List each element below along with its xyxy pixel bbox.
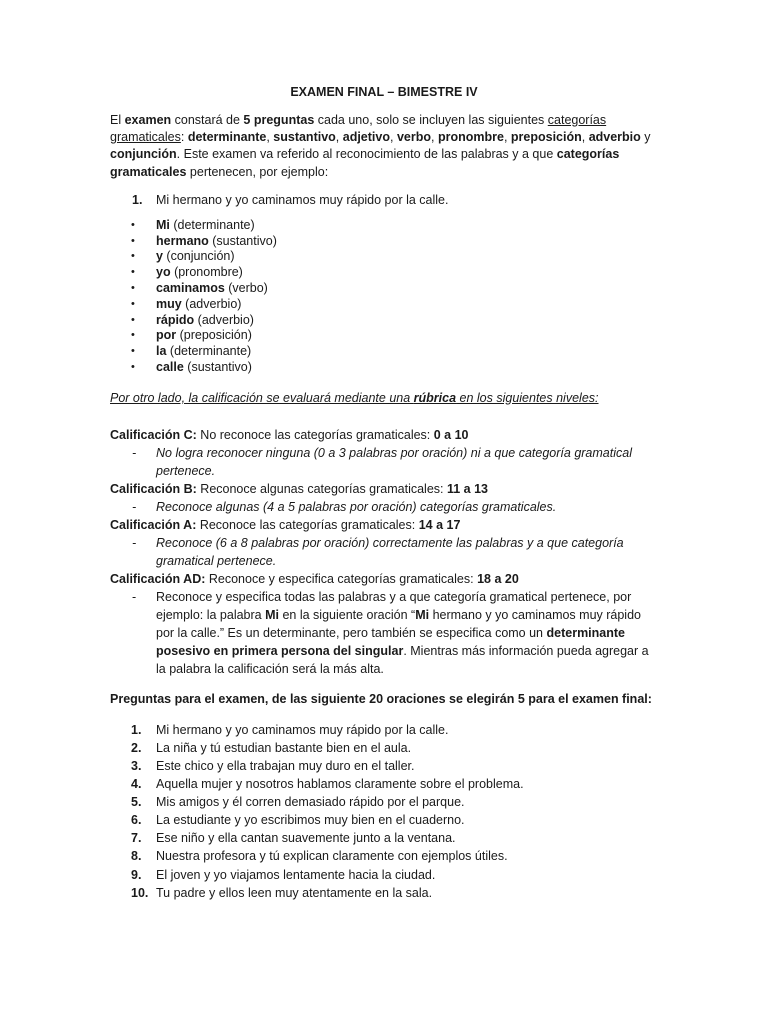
list-item (110, 297, 658, 313)
list-item (110, 328, 658, 344)
category-term: adjetivo (342, 130, 390, 145)
list-item (110, 234, 658, 250)
grade-description-text: Reconoce y especifica todas las palabras y a que categoría gramatical pertenece, por ejemplo: la palabra (156, 589, 632, 622)
word: por (156, 328, 177, 343)
grade-description-text: Reconoce (6 a 8 palabras por oración) correctamente las palabras y a que categoría gramatical pertenece. (156, 535, 624, 568)
bullet-icon: • (131, 234, 135, 247)
grade-text: Reconoce algunas categorías gramaticales: (196, 481, 447, 496)
list-number: 1. (131, 722, 142, 737)
list-item (110, 360, 658, 376)
word: y (156, 249, 163, 264)
list-number: 10. (131, 885, 149, 900)
list-item (110, 344, 658, 360)
question-text: El joven y yo viajamos lentamente hacia la ciudad. (156, 867, 436, 882)
grade-range: 11 a 13 (446, 481, 488, 496)
intro-bold-preguntas: 5 preguntas (243, 113, 315, 127)
intro-text: Este examen va referido al reconocimiento de las palabras y a que (183, 147, 557, 162)
question-item (110, 884, 658, 902)
questions-heading: Preguntas para el examen, de las siguiente 20 oraciones se elegirán 5 para el examen final: (110, 691, 652, 706)
intro-text: : (180, 130, 188, 145)
question-text: Tu padre y ellos leen muy atentamente en la sala. (156, 885, 433, 900)
rubric-intro-text: Por otro lado, la calificación se evaluará mediante una (110, 390, 414, 405)
question-text: Mis amigos y él corren demasiado rápido por el parque. (156, 795, 465, 810)
category-term: verbo (396, 130, 431, 145)
category-separator: y (640, 130, 651, 145)
grade-description-text: en la siguiente oración “ (279, 607, 416, 622)
word: caminamos (156, 281, 225, 295)
category-separator: , (390, 130, 397, 145)
grade-description (110, 498, 658, 516)
rubric-intro (110, 390, 658, 407)
word: rápido (156, 312, 195, 327)
category-separator: , (581, 130, 589, 145)
grade-c (110, 426, 658, 480)
question-text: La niña y tú estudian bastante bien en el aula. (156, 740, 412, 755)
list-number: 9. (131, 867, 142, 882)
word-category: (pronombre) (170, 265, 243, 280)
category-separator: , (266, 130, 274, 145)
question-text: Aquella mujer y nosotros hablamos claramente sobre el problema. (156, 777, 524, 792)
example-word-bold: Mi (415, 607, 430, 622)
grade-label: Calificación B: (110, 481, 197, 496)
category-separator: . (176, 147, 184, 162)
word-category: (conjunción) (162, 249, 235, 264)
intro-text: cada uno, solo se incluyen las siguientes (314, 113, 548, 127)
grade-range: 18 a 20 (477, 571, 519, 586)
grade-range: 14 a 17 (418, 517, 461, 532)
word: hermano (156, 233, 209, 248)
intro-text: constará de (171, 113, 244, 127)
example-list (110, 191, 658, 209)
grade-description (110, 588, 658, 678)
grade-label: Calificación AD: (110, 571, 206, 586)
category-separator: , (431, 130, 438, 145)
category-term: determinante (187, 130, 267, 145)
grade-heading (110, 570, 658, 588)
intro-bold-examen: examen (124, 113, 172, 127)
grade-description-text: No logra reconocer ninguna (0 a 3 palabras por oración) ni a que categoría gramatical pertenece. (156, 445, 632, 478)
bullet-icon: • (131, 282, 135, 294)
word-category: (determinante) (169, 217, 255, 232)
possessive-determiner-bold: determinante posesivo en primera persona del singular (156, 625, 625, 658)
list-item (110, 249, 658, 265)
dash-icon: - (132, 535, 137, 550)
grade-text: Reconoce las categorías gramaticales: (196, 517, 419, 532)
bullet-icon: • (131, 266, 135, 279)
category-separator: , (335, 130, 343, 145)
question-item (110, 847, 658, 865)
intro-paragraph (110, 112, 658, 181)
question-item (110, 811, 658, 829)
bullet-icon: • (131, 297, 135, 310)
bullet-icon: • (131, 329, 135, 342)
example-text: Mi hermano y yo caminamos muy rápido por la calle. (156, 192, 449, 207)
question-text: Mi hermano y yo caminamos muy rápido por la calle. (156, 722, 449, 737)
category-term: preposición (510, 130, 582, 145)
list-item (110, 218, 658, 234)
list-item (110, 281, 658, 297)
example-word-bold: Mi (265, 607, 279, 622)
grade-text: No reconoce las categorías gramaticales: (196, 427, 434, 442)
bullet-icon: • (131, 345, 135, 358)
category-term: sustantivo (273, 130, 336, 145)
question-item (110, 793, 658, 811)
bullet-icon: • (131, 360, 135, 373)
grade-heading (110, 480, 658, 498)
dash-icon: - (132, 445, 137, 460)
rubric-intro-bold: rúbrica (413, 390, 457, 405)
question-text: La estudiante y yo escribimos muy bien en el cuaderno. (156, 813, 465, 828)
word-category: (preposición) (176, 328, 252, 343)
grade-description (110, 534, 658, 570)
grade-description-text: . Mientras más información pueda agregar a la palabra la calificación será la más alta. (156, 643, 649, 676)
question-item (110, 775, 658, 793)
bullet-icon: • (131, 250, 135, 263)
word-category: (sustantivo) (208, 233, 277, 248)
grade-range: 0 a 10 (433, 427, 469, 442)
list-number: 3. (131, 758, 142, 773)
list-number: 8. (131, 849, 142, 864)
document-title: EXAMEN FINAL – BIMESTRE IV (290, 85, 478, 99)
list-number: 1. (132, 192, 143, 207)
list-number: 4. (131, 777, 142, 792)
dash-icon: - (132, 589, 137, 604)
grade-heading (110, 516, 658, 534)
question-text: Nuestra profesora y tú explican claramente con ejemplos útiles. (156, 849, 508, 864)
grade-label: Calificación C: (110, 427, 197, 442)
question-item (110, 721, 658, 739)
category-term: adverbio (588, 130, 641, 145)
word-category: (verbo) (224, 281, 268, 295)
list-item (110, 313, 658, 329)
word-category: (determinante) (166, 344, 252, 359)
intro-text: pertenecen, por ejemplo: (186, 164, 329, 179)
question-text: Ese niño y ella cantan suavemente junto a la ventana. (156, 831, 456, 846)
category-term: pronombre (437, 130, 504, 145)
questions-list (110, 721, 658, 902)
word-category: (adverbio) (194, 312, 254, 327)
question-item (110, 866, 658, 884)
word-category: (adverbio) (181, 296, 242, 311)
example-sentence (110, 191, 658, 209)
question-item (110, 757, 658, 775)
grade-heading (110, 426, 658, 444)
list-number: 5. (131, 795, 142, 810)
bullet-icon: • (131, 313, 135, 326)
question-text: Este chico y ella trabajan muy duro en el taller. (156, 758, 415, 773)
grade-text: Reconoce y especifica categorías gramaticales: (205, 571, 478, 586)
word: muy (156, 296, 182, 311)
word: calle (156, 359, 184, 374)
grade-a (110, 516, 658, 570)
list-number: 2. (131, 740, 142, 755)
intro-bold-categorias: categorías gramaticales (110, 147, 620, 179)
category-term: conjunción (110, 147, 177, 162)
word: yo (156, 265, 171, 280)
grade-description-text: Reconoce algunas (4 a 5 palabras por oración) categorías gramaticales. (156, 499, 557, 514)
intro-text: El (110, 113, 125, 127)
grade-label: Calificación A: (110, 517, 197, 532)
grade-description (110, 444, 658, 480)
word: la (156, 344, 167, 359)
word-analysis-list (110, 218, 658, 376)
question-item (110, 739, 658, 757)
list-number: 6. (131, 813, 142, 828)
dash-icon: - (132, 499, 137, 514)
list-number: 7. (131, 831, 142, 846)
bullet-icon: • (131, 218, 135, 231)
intro-underlined-categorias: categorías gramaticales (110, 113, 607, 145)
grade-ad (110, 570, 658, 678)
word-category: (sustantivo) (183, 359, 252, 374)
grade-description-text: hermano y yo caminamos muy rápido por la calle.” Es un determinante, pero también se especifica como un (156, 607, 641, 640)
word: Mi (156, 217, 170, 232)
category-separator: , (503, 130, 511, 145)
rubric-intro-text: en los siguientes niveles: (456, 390, 599, 405)
grade-b (110, 480, 658, 516)
list-item (110, 265, 658, 281)
question-item (110, 829, 658, 847)
